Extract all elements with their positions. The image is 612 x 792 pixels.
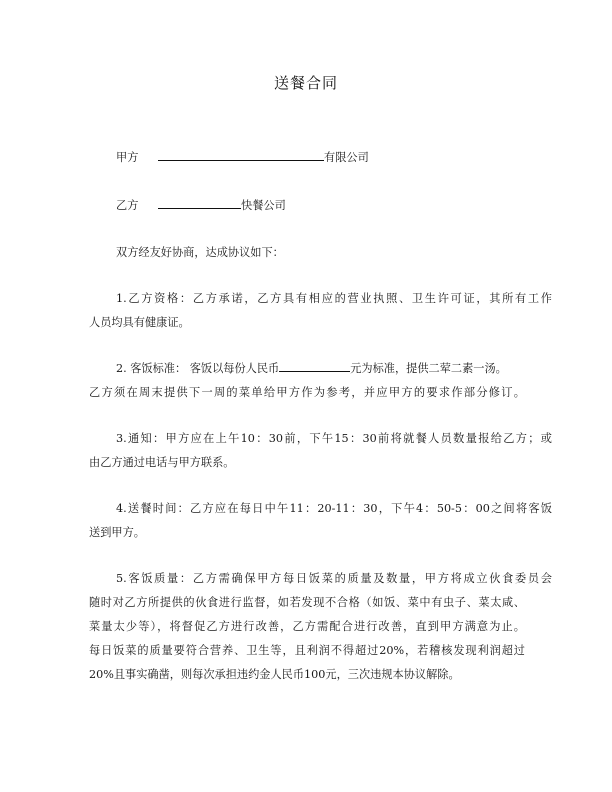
clause-3-line-2: 由乙方通过电话与甲方联系。: [89, 456, 235, 469]
party-b-name-blank[interactable]: [158, 197, 241, 209]
clause-5-line-2: 随时对乙方所提供的伙食进行监督，如若发现不合格（如饭、菜中有虫子、菜太咸、: [89, 596, 525, 609]
clause-1-line-2: 人员均具有健康证。: [89, 316, 190, 329]
party-b-suffix: 快餐公司: [241, 199, 286, 212]
clause-2-line-1: [89, 357, 552, 381]
clause-2-text-before-blank: 2. 客饭标准： 客饭以每份人民币: [116, 362, 280, 375]
clause-2-line-2: 乙方须在周末提供下一周的菜单给甲方作为参考，并应甲方的要求作部分修订。: [89, 386, 525, 399]
party-a-suffix: 有限公司: [324, 151, 369, 164]
clause-5-line-4: 每日饭菜的质量要符合营养、卫生等，且利润不得超过20%，若稽核发现利润超过: [89, 644, 525, 657]
clause-4-line-1: 4.送餐时间：乙方应在每日中午11：20-11：30，下午4：50-5：00之间将客饭: [116, 502, 552, 515]
preamble: 双方经友好协商，达成协议如下：: [116, 246, 284, 259]
document-title: 送餐合同: [273, 74, 338, 92]
clause-4-line-2: 送到甲方。: [89, 526, 145, 539]
clause-1-line-1: 1.乙方资格：乙方承诺，乙方具有相应的营业执照、卫生许可证，其所有工作: [116, 292, 552, 305]
clause-5-line-5: 20%且事实确凿，则每次承担违约金人民币100元，三次违规本协议解除。: [89, 668, 460, 681]
clause-3-line-1: 3.通知：甲方应在上午10：30前，下午15：30前将就餐人员数量报给乙方；或: [116, 432, 552, 445]
clause-2-text-after-blank: 元为标准，提供二荤二素一汤。: [350, 362, 507, 375]
clause-5-line-1: 5.客饭质量：乙方需确保甲方每日饭菜的质量及数量，甲方将成立伙食委员会: [116, 572, 552, 585]
meal-price-blank[interactable]: [279, 360, 350, 372]
party-b-label: 乙方: [116, 199, 139, 212]
party-a-label: 甲方: [116, 151, 139, 164]
party-a-name-blank[interactable]: [158, 149, 324, 161]
party-a-line: [116, 146, 552, 170]
clause-5-line-3: 菜量太少等），将督促乙方进行改善，乙方需配合进行改善，直到甲方满意为止。: [89, 620, 525, 633]
party-b-line: [116, 194, 552, 218]
